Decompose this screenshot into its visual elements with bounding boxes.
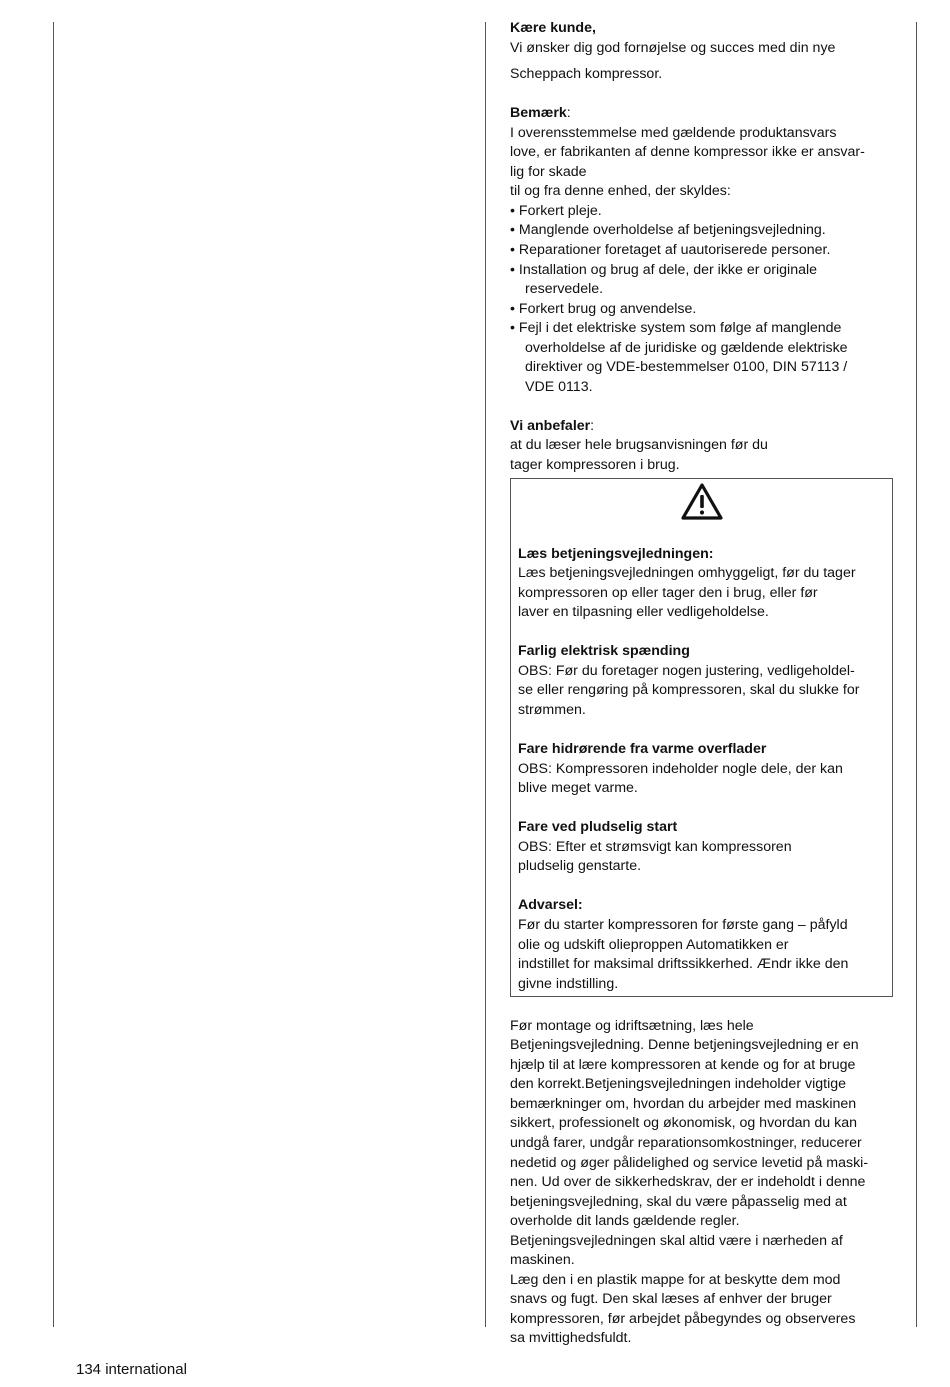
bullet-item: • Reparationer foretaget af uautoriserede personer. xyxy=(510,242,831,259)
warning-section-title: Advarsel: xyxy=(518,897,583,914)
page-footer: 134 international xyxy=(76,1361,187,1378)
note-intro-line: lig for skade xyxy=(510,163,587,180)
note-heading: Bemærk xyxy=(510,105,567,122)
warning-section-line: strømmen. xyxy=(518,701,586,718)
bullet-continuation: VDE 0113. xyxy=(525,378,593,395)
warning-section-line: Læs betjeningsvejledningen omhyggeligt, før du tager xyxy=(518,565,856,582)
bullet-continuation: direktiver og VDE-bestemmelser 0100, DIN 57113 / xyxy=(525,359,848,376)
closing-line: maskinen. xyxy=(510,1252,575,1269)
bullet-continuation: reservedele. xyxy=(525,281,604,298)
closing-line: undgå farer, undgår reparationsomkostninger, reducerer xyxy=(510,1134,862,1151)
recommend-colon: : xyxy=(590,417,595,434)
warning-section-line: blive meget varme. xyxy=(518,780,638,797)
note-intro-line: til og fra denne enhed, der skyldes: xyxy=(510,183,731,200)
bullet-item: • Fejl i det elektriske system som følge af manglende xyxy=(510,320,842,337)
bullet-item: • Manglende overholdelse af betjeningsvejledning. xyxy=(510,222,826,239)
closing-line: bemærkninger om, hvordan du arbejder med maskinen xyxy=(510,1095,857,1112)
note-intro-line: I overensstemmelse med gældende produktansvars xyxy=(510,124,837,141)
closing-line: nedetid og øger pålidelighed og service levetid på maski- xyxy=(510,1154,869,1171)
warning-section-title: Læs betjeningsvejledningen: xyxy=(518,545,714,562)
warning-section-line: OBS: Kompressoren indeholder nogle dele, der kan xyxy=(518,760,843,777)
greeting-line: Vi ønsker dig god fornøjelse og succes med din nye xyxy=(510,39,836,56)
bullet-item: • Forkert brug og anvendelse. xyxy=(510,300,697,317)
recommend-line: tager kompressoren i brug. xyxy=(510,457,680,474)
note-intro-line: love, er fabrikanten af denne kompressor ikke er ansvar- xyxy=(510,144,865,161)
closing-line: hjælp til at lære kompressoren at kende og for at bruge xyxy=(510,1056,856,1073)
closing-line: overholde dit lands gældende regler. xyxy=(510,1213,740,1230)
warning-section-line: OBS: Før du foretager nogen justering, vedligeholdel- xyxy=(518,662,855,679)
warning-section-title: Fare ved pludselig start xyxy=(518,819,678,836)
closing-line: Betjeningsvejledningen skal altid være i nærheden af xyxy=(510,1232,843,1249)
note-heading-line xyxy=(510,104,894,124)
warning-section-line: OBS: Efter et strømsvigt kan kompressoren xyxy=(518,838,792,855)
left-column-rule xyxy=(53,22,54,1327)
middle-column-rule xyxy=(485,22,486,1327)
warning-box xyxy=(510,478,893,998)
greeting-title: Kære kunde, xyxy=(510,20,596,36)
closing-line: Læg den i en plastik mappe for at beskytte dem mod xyxy=(510,1271,841,1288)
closing-line: kompressoren, før arbejdet påbegyndes og observeres xyxy=(510,1310,856,1327)
warning-section-line: pludselig genstarte. xyxy=(518,858,642,875)
bullet-item: • Forkert pleje. xyxy=(510,202,602,219)
warning-section-title: Farlig elektrisk spænding xyxy=(518,643,690,660)
right-column-rule xyxy=(916,22,917,1327)
closing-line: betjeningsvejledning, skal du være påpasselig med at xyxy=(510,1193,847,1210)
recommend-heading: Vi anbefaler xyxy=(510,417,591,434)
warning-section-line: kompressoren op eller tager den i brug, eller før xyxy=(518,584,818,601)
warning-section-line: se eller rengøring på kompressoren, skal du slukke for xyxy=(518,682,860,699)
closing-line: nen. Ud over de sikkerhedskrav, der er indeholdt i denne xyxy=(510,1174,866,1191)
recommend-line: at du læser hele brugsanvisningen før du xyxy=(510,437,768,454)
closing-line: sikkert, professionelt og økonomisk, og hvordan du kan xyxy=(510,1115,857,1132)
warning-section-line: laver en tilpasning eller vedligeholdelse. xyxy=(518,604,769,621)
right-column-content xyxy=(510,19,894,1349)
warning-section-line: Før du starter kompressoren for første gang – påfyld xyxy=(518,916,848,933)
greeting-line: Scheppach kompressor. xyxy=(510,66,663,83)
warning-triangle-icon xyxy=(680,482,724,522)
bullet-continuation: overholdelse af de juridiske og gældende elektriske xyxy=(525,339,848,356)
warning-section-title: Fare hidrørende fra varme overflader xyxy=(518,741,767,758)
closing-line: snavs og fugt. Den skal læses af enhver der bruger xyxy=(510,1291,832,1308)
recommend-heading-line xyxy=(510,417,894,437)
warning-section-line: indstillet for maksimal driftssikkerhed. Ændr ikke den xyxy=(518,956,849,973)
closing-line: den korrekt.Betjeningsvejledningen indeholder vigtige xyxy=(510,1076,846,1093)
closing-line: sa mvittighedsfuldt. xyxy=(510,1330,632,1347)
bullet-item: • Installation og brug af dele, der ikke er originale xyxy=(510,261,818,278)
warning-section-line: olie og udskift olieproppen Automatikken er xyxy=(518,936,789,953)
warning-section-line: givne indstilling. xyxy=(518,975,619,992)
note-colon: : xyxy=(566,105,571,122)
closing-line: Betjeningsvejledning. Denne betjeningsvejledning er en xyxy=(510,1037,859,1054)
closing-line: Før montage og idriftsætning, læs hele xyxy=(510,1017,754,1034)
